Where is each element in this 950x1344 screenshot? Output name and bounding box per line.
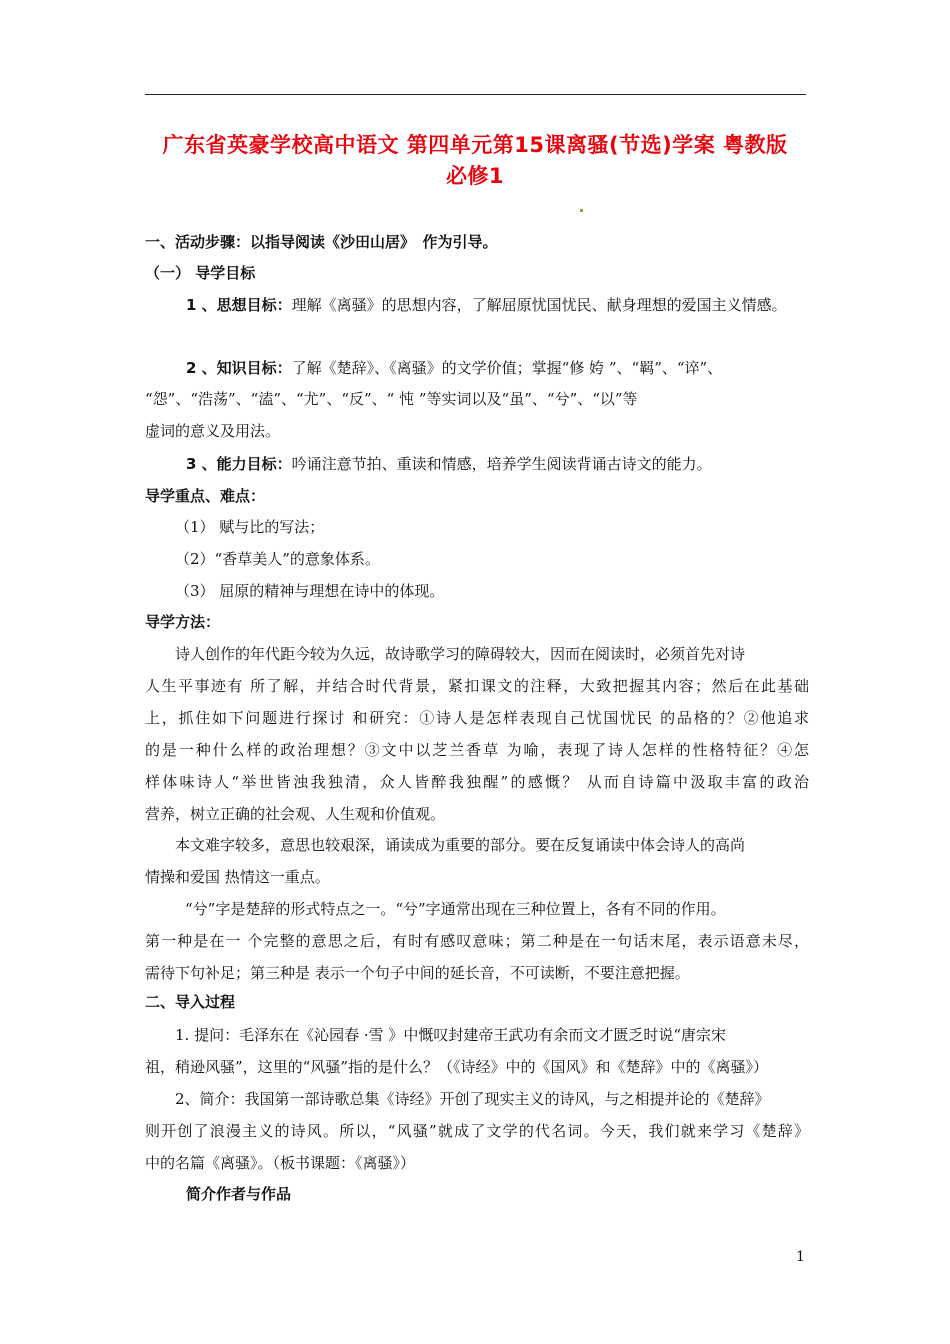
method-p1-line: 营养，树立正确的社会观、人生观和价值观。: [145, 805, 446, 823]
key-points-heading: 导学重点、难点：: [145, 487, 266, 505]
guide-goals-heading: （一） 导学目标: [145, 264, 256, 282]
method-p2-line: 情操和爱国 热情这一重点。: [145, 868, 330, 886]
method-p3-line: 第一种是在一 个完整的意思之后，有时有感叹意味；第二种是在一句话末尾，表示语意未尽，: [145, 932, 809, 950]
goal3-text: 吟诵注意节拍、重读和情感，培养学生阅读背诵古诗文的能力。: [291, 455, 712, 473]
goal1-text: 理解《离骚》的思想内容，了解屈原忧国忧民、献身理想的爱国主义情感。: [291, 296, 787, 314]
author-intro-heading: 简介作者与作品: [186, 1185, 292, 1203]
goal1-label: 1 、思想目标：: [186, 296, 292, 314]
method-p1-line: 人生平事迹有 所了解，并结合时代背景，紧扣课文的注释，大致把握其内容；然后在此基础: [145, 677, 809, 695]
document-title-line1: 广东省英豪学校高中语文 第四单元第15课离骚(节选)学案 粤教版: [162, 133, 788, 157]
method-p2-line: 本文难字较多，意思也较艰深，诵读成为重要的部分。要在反复诵读中体会诗人的高尚: [175, 836, 746, 854]
page-number: 1: [796, 1249, 805, 1265]
method-p1-line: 的是一种什么样的政治理想？③文中以芝兰香草 为喻，表现了诗人怎样的性格特征？④怎: [145, 741, 809, 759]
intro-item2-line: 则开创了浪漫主义的诗风。所以，“风骚”就成了文学的代名词。今天，我们就来学习《楚辞》: [145, 1122, 809, 1140]
method-p3-line: “兮”字是楚辞的形式特点之一。“兮”字通常出现在三种位置上，各有不同的作用。: [185, 900, 726, 918]
intro-item1-line: 1. 提问：毛泽东在《沁园春 ·雪 》中慨叹封建帝王武功有余而文才匮乏时说“唐宗宋: [175, 1026, 727, 1044]
key-item: （3） 屈原的精神与理想在诗中的体现。: [175, 582, 445, 600]
method-heading: 导学方法：: [145, 613, 221, 631]
goal1: [186, 296, 787, 314]
header-rule: [145, 94, 806, 95]
section2-heading: 二、导入过程: [145, 993, 236, 1011]
key-item: （2）“香草美人”的意象体系。: [175, 550, 380, 568]
goal3-label: 3 、能力目标：: [186, 455, 292, 473]
goal2-label: 2 、知识目标：: [186, 359, 292, 377]
method-p1-line: 上，抓住如下问题进行探讨 和研究：①诗人是怎样表现自己忧国忧民 的品格的？②他追求: [145, 709, 809, 727]
document-title-line2: 必修1: [445, 164, 505, 188]
method-p1-line: 诗人创作的年代距今较为久远，故诗歌学习的障碍较大，因而在阅读时，必须首先对诗: [175, 645, 746, 663]
intro-item2-line: 中的名篇《离骚》。（板书课题：《离骚》）: [145, 1154, 416, 1172]
goal3: [186, 455, 712, 473]
method-p3-line: 需待下句补足；第三种是 表示一个句子中间的延长音，不可读断，不要注意把握。: [145, 964, 690, 982]
intro-item1-line: 祖，稍逊风骚”，这里的“风骚”指的是什么？（《诗经》中的《国风》和《楚辞》中的《离骚》）: [145, 1058, 769, 1076]
goal2-text-line2: “怨”、“浩荡”、“溘”、“尤”、“反”、“ 忳 ”等实词以及“虽”、“兮”、“以”等: [145, 390, 638, 408]
goal2: [186, 359, 722, 377]
key-item: （1） 赋与比的写法；: [175, 518, 325, 536]
goal2-text-line3: 虚词的意义及用法。: [145, 422, 281, 440]
section1-heading: 一、活动步骤：以指导阅读《沙田山居》 作为引导。: [145, 233, 498, 251]
method-p1-line: 样体味诗人“举世皆浊我独清，众人皆醉我独醒”的感慨？ 从而自诗篇中汲取丰富的政治: [145, 773, 809, 791]
goal2-text-line1: 了解《楚辞》、《离骚》的文学价值；掌握“修 姱 ”、“羁”、“谇”、: [291, 359, 723, 377]
intro-item2-line: 2、简介：我国第一部诗歌总集《诗经》开创了现实主义的诗风，与之相提并论的《楚辞》: [175, 1090, 770, 1108]
stray-mark: [580, 209, 583, 212]
